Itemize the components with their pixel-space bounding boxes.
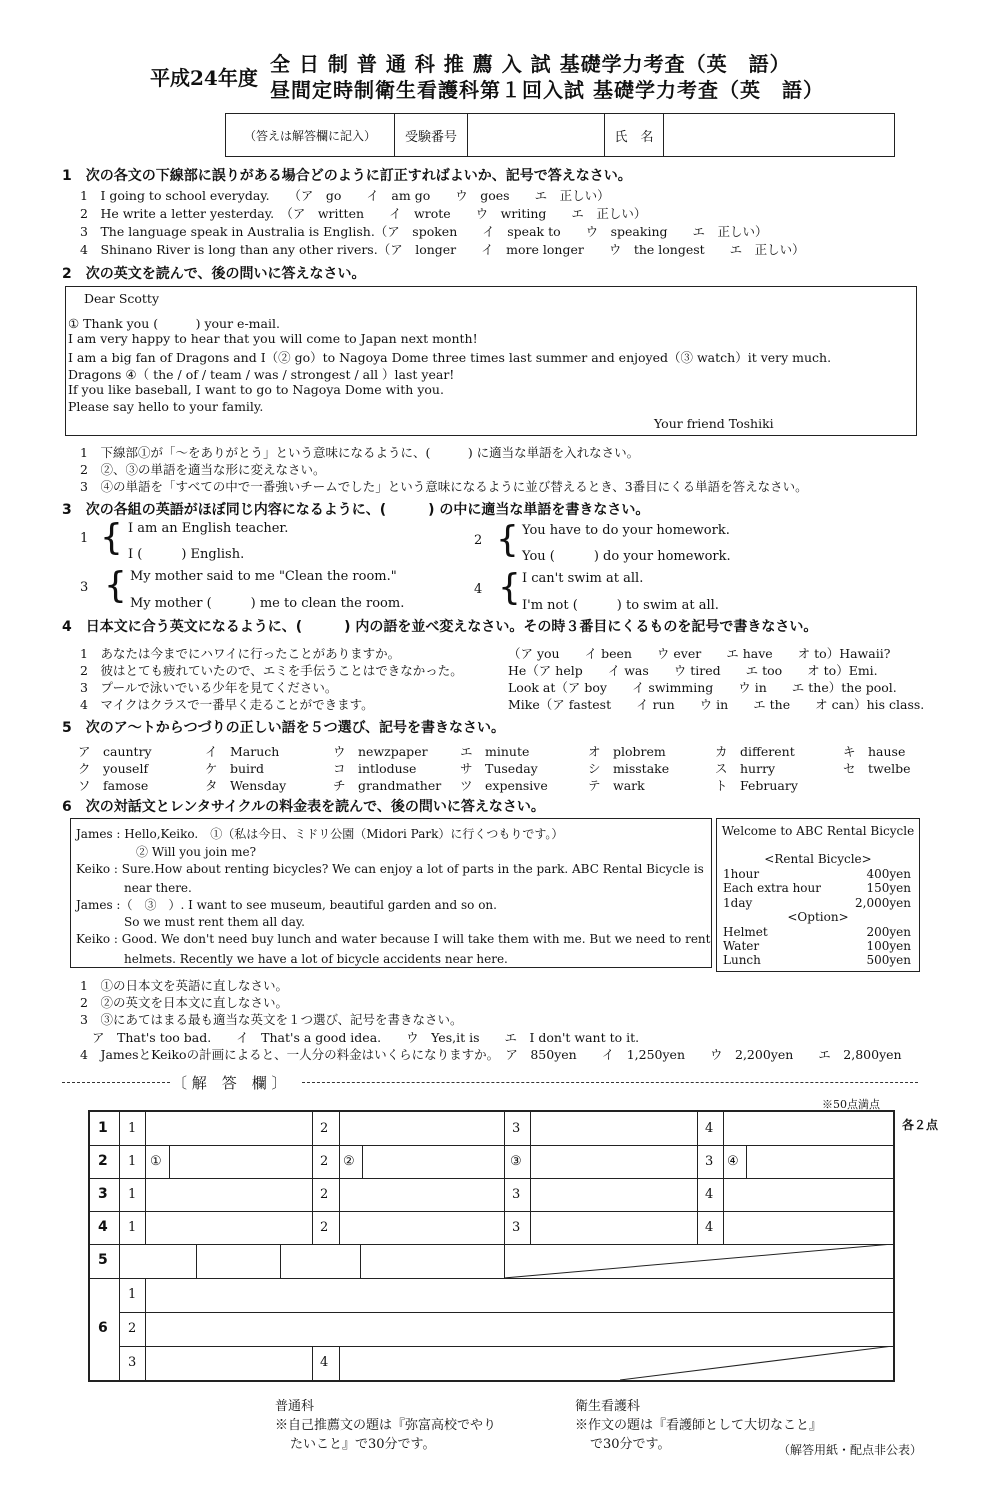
spelling-word-option: ソ famose [78,778,149,793]
s3-line-b: I ( ) English. [128,547,245,562]
s3-line-a: You have to do your homework. [522,523,730,538]
circled-number: ② [343,1154,355,1169]
sub-number: 3 [512,1121,521,1136]
sub-number: 3 [705,1154,714,1169]
section-2-title: 2 次の英文を読んで、後の問いに答えなさい。 [62,266,366,282]
s2-question-2: 2 ②、③の単語を適当な形に変えなさい。 [80,462,326,477]
circled-number: ① [150,1154,162,1169]
price-subtitle-rental: <Rental Bicycle> [764,852,872,866]
letter-line: I am a big fan of Dragons and I（② go）to Nagoya Dome three times last summer and enjoyed（③ watch）it very much. [68,350,832,365]
s3-line-a: My mother said to me "Clean the room." [130,569,397,584]
letter-line: Dear Scotty [84,291,160,306]
s2-question-1: 1 下線部①が「～をありがとう」という意味になるように、( ) に適当な単語を入れなさい。 [80,445,640,460]
exam-number-field[interactable] [468,114,605,156]
dialog-line: near there. [76,881,192,895]
letter-box [65,286,917,436]
section-6-title: 6 次の対話文とレンタサイクルの料金表を読んで、後の問いに答えなさい。 [62,799,545,815]
s1-question-4: 4 Shinano River is long than any other rivers.（ア longer イ more longer ウ the longest エ 正しい） [80,242,805,257]
spelling-word-option: セ twelbe [843,761,911,776]
s4-question-3-ja: 3 プールで泳いでいる少年を見てください。 [80,680,338,695]
answer-row-label: 3 [98,1186,108,1202]
s6-question-2: 2 ②の英文を日本文に直しなさい。 [80,995,288,1010]
sub-number: 1 [128,1220,137,1235]
dialog-line: ② Will you join me? [76,845,257,859]
spelling-word-option: ツ expensive [460,778,548,793]
sub-number: 2 [320,1187,329,1202]
letter-line: I am very happy to hear that you will come to Japan next month! [68,331,478,346]
spelling-word-option: カ different [715,744,795,759]
s4-question-2-en: He（ア help イ was ウ tired エ too オ to）Emi. [508,663,878,678]
sub-number: 3 [512,1187,521,1202]
spelling-word-option: ト February [715,778,798,793]
exam-year: 平成24年度 [150,66,258,90]
spelling-word-option: キ hause [843,744,906,759]
footer-left-note: ※自己推薦文の題は『弥富高校でやり [275,1418,497,1433]
sub-number: 2 [128,1321,137,1336]
points-each-note: 各２点 [902,1118,939,1132]
sub-number: 3 [512,1220,521,1235]
spelling-word-option: ア cauntry [78,744,152,759]
price-row: 1day 2,000yen [723,896,911,910]
s3-line-b: You ( ) do your homework. [522,549,731,564]
sub-number: 1 [128,1187,137,1202]
dialog-line: So we must rent them all day. [76,915,305,929]
s3-line-a: I am an English teacher. [128,521,289,536]
spelling-word-option: イ Maruch [205,744,280,759]
circled-number: ③ [510,1154,522,1169]
exam-title-line1: 全 日 制 普 通 科 推 薦 入 試 基礎学力考査（英 語） [270,52,791,76]
divider-line [302,1082,918,1083]
sub-number: 4 [320,1355,329,1370]
footer-right-note: で30分です。 [590,1437,671,1452]
s6-question-3: 3 ③にあてはまる最も適当な英文を１つ選び、記号を書きなさい。 [80,1012,463,1027]
s3-line-b: My mother ( ) me to clean the room. [130,596,405,611]
name-label: 氏 名 [605,114,664,156]
answer-row-label: 5 [98,1252,108,1268]
answer-section-label: 〔 解 答 欄 〕 [172,1074,287,1092]
answer-note: （答えは解答欄に記入） [226,114,395,156]
exam-title-line2: 昼間定時制衛生看護科第１回入試 基礎学力考査（英 語） [270,78,824,102]
answer-grid [88,1110,895,1382]
sub-number: 3 [128,1355,137,1370]
section-3-title: 3 次の各組の英語がほぼ同じ内容になるように、( ) の中に適当な単語を書きなさい。 [62,502,650,518]
footer-right-title: 衛生看護科 [575,1399,641,1414]
s1-question-1: 1 I going to school everyday. （ア go イ am go ウ goes エ 正しい） [80,188,610,203]
s3-item-number: 2 [474,533,483,548]
spelling-word-option: コ intloduse [333,761,417,776]
spelling-word-option: オ plobrem [588,744,666,759]
brace-icon: { [498,567,521,608]
spelling-word-option: ス hurry [715,761,776,776]
sub-number: 1 [128,1154,137,1169]
sub-number: 1 [128,1121,137,1136]
rental-price-table [716,818,920,972]
s4-question-1-ja: 1 あなたは今までにハワイに行ったことがありますか。 [80,646,401,661]
dialog-box [70,818,712,968]
s1-question-3: 3 The language speak in Australia is English.（ア spoken イ speak to ウ speaking エ 正しい） [80,224,768,239]
s3-item-number: 1 [80,531,89,546]
spelling-word-option: エ minute [460,744,530,759]
s3-line-b: I'm not ( ) to swim at all. [522,598,719,613]
brace-icon: { [496,519,519,560]
dialog-line: Keiko : Sure.How about renting bicycles? We can enjoy a lot of parts in the park. ABC Rental Bicycle is [76,862,704,876]
price-row: Each extra hour 150yen [723,881,911,895]
spelling-word-option: ク youself [78,761,149,776]
price-row: Water 100yen [723,939,911,953]
brace-icon: { [104,565,127,606]
s4-question-1-en: （ア you イ been ウ ever エ have オ to）Hawaii? [508,646,891,661]
spelling-word-option: サ Tuseday [460,761,538,776]
circled-number: ④ [727,1154,739,1169]
s3-item-number: 4 [474,582,483,597]
footer-left-title: 普通科 [275,1399,315,1414]
answer-row-label: 6 [98,1320,108,1336]
price-row: Lunch 500yen [723,953,911,967]
price-title: Welcome to ABC Rental Bicycle [721,824,915,838]
section-4-title: 4 日本文に合う英文になるように、( ) 内の語を並べ変えなさい。その時３番目にくるものを記号で書きなさい。 [62,619,818,635]
spelling-word-option: テ wark [588,778,645,793]
full-marks-note: ※50点満点 [822,1098,880,1111]
s6-question-1: 1 ①の日本文を英語に直しなさい。 [80,978,288,993]
footer-right-note: ※作文の題は『看護師として大切なこと』 [575,1418,823,1433]
dialog-line: James :（ ③ ）. I want to see museum, beautiful garden and so on. [76,898,497,912]
dialog-line: Keiko : Good. We don't need buy lunch and water because I will take them with me. But we need to rent [76,932,711,946]
dialog-line: James : Hello,Keiko. ①（私は今日、ミドリ公園（Midori Park）に行くつもりです。） [76,827,564,841]
brace-icon: { [100,517,123,558]
spelling-word-option: タ Wensday [205,778,287,793]
s4-question-3-en: Look at（ア boy イ swimming ウ in エ the）the pool. [508,680,897,695]
answer-row-label: 4 [98,1219,108,1235]
divider-line [62,1082,170,1083]
sub-number: 4 [705,1121,714,1136]
section-1-title: 1 次の各文の下線部に誤りがある場合どのように訂正すればよいか、記号で答えなさい。 [62,168,632,184]
answer-row-label: 1 [98,1120,108,1136]
spelling-word-option: チ grandmather [333,778,442,793]
sub-number: 4 [705,1220,714,1235]
s3-line-a: I can't swim at all. [522,571,644,586]
answer-row-label: 2 [98,1153,108,1169]
diagonal-strike [620,1346,893,1380]
diagonal-strike [504,1244,893,1278]
dialog-line: helmets. Recently we have a lot of bicycle accidents near here. [76,952,508,966]
sub-number: 2 [320,1220,329,1235]
s6-question-3-options: ア That's too bad. イ That's a good idea. ウ Yes,it is エ I don't want to it. [92,1030,640,1045]
s4-question-4-en: Mike（ア fastest イ run ウ in エ the オ can）his class. [508,697,925,712]
letter-line: ① Thank you ( ) your e-mail. [68,316,280,331]
s6-question-4: 4 JamesとKeikoの計画によると、一人分の料金はいくらになりますか。 ア 850yen イ 1,250yen ウ 2,200yen エ 2,800yen [80,1047,902,1062]
sub-number: 2 [320,1154,329,1169]
price-subtitle-option: <Option> [787,910,849,924]
letter-line: Please say hello to your family. [68,399,264,414]
s1-question-2: 2 He write a letter yesterday. （ア written イ wrote ウ writing エ 正しい） [80,206,647,221]
exam-number-label: 受験番号 [395,114,468,156]
footer-disclaimer: （解答用紙・配点非公表） [778,1443,923,1457]
letter-line: If you like baseball, I want to go to Nagoya Dome with you. [68,382,444,397]
spelling-word-option: ケ buird [205,761,265,776]
sub-number: 1 [128,1287,137,1302]
spelling-word-option: ウ newzpaper [333,744,428,759]
letter-signature: Your friend Toshiki [654,416,774,431]
footer-left-note: たいこと』で30分です。 [290,1437,436,1452]
sub-number: 4 [705,1187,714,1202]
letter-line: Dragons ④（ the / of / team / was / strongest / all ）last year! [68,367,455,382]
price-row: Helmet 200yen [723,925,911,939]
s2-question-3: 3 ④の単語を「すべての中で一番強いチームでした」という意味になるように並び替えるとき、3番目にくる単語を答えなさい。 [80,479,808,494]
s4-question-2-ja: 2 彼はとても疲れていたので、エミを手伝うことはできなかった。 [80,663,463,678]
price-row: 1hour 400yen [723,867,911,881]
s4-question-4-ja: 4 マイクはクラスで一番早く走ることができます。 [80,697,374,712]
section-5-title: 5 次のア～トからつづりの正しい語を５つ選び、記号を書きなさい。 [62,720,506,736]
name-field[interactable] [664,114,894,156]
s3-item-number: 3 [80,580,89,595]
spelling-word-option: シ misstake [588,761,670,776]
sub-number: 2 [320,1121,329,1136]
id-box [225,113,895,157]
